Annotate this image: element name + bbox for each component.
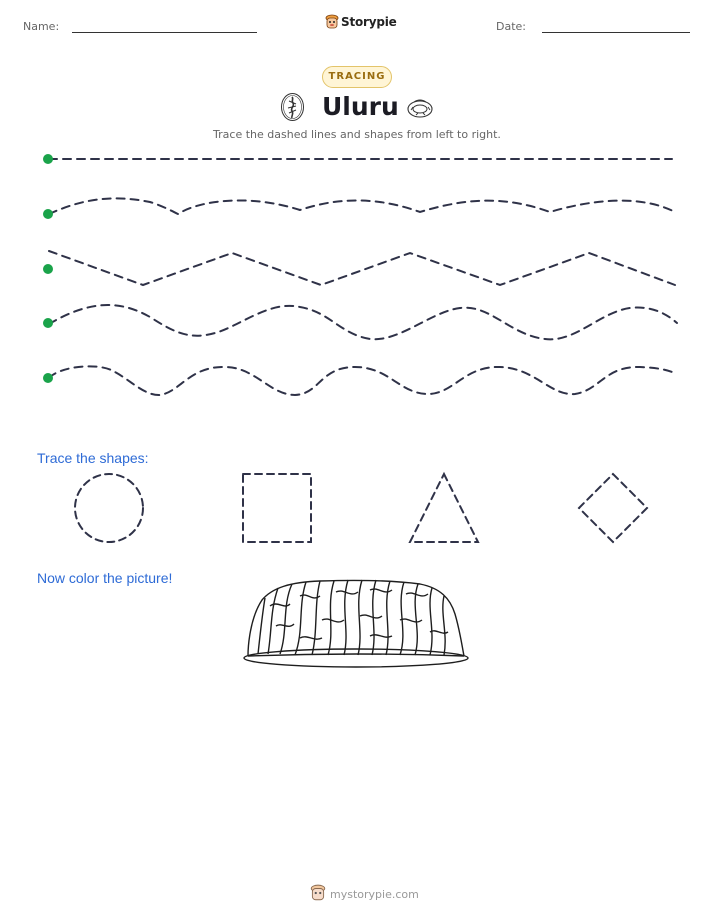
color-heading: Now color the picture! — [37, 570, 173, 586]
uluru-coloring-illustration — [240, 576, 472, 672]
tracing-badge: TRACING — [322, 66, 392, 88]
trace-circle — [75, 474, 143, 542]
brand-name: Storypie — [341, 15, 397, 29]
footer-url[interactable]: mystorypie.com — [330, 888, 419, 901]
shapes-heading: Trace the shapes: — [37, 450, 149, 466]
date-label: Date: — [496, 20, 526, 33]
trace-diamond — [579, 474, 647, 542]
footer-brand[interactable] — [310, 884, 419, 904]
name-label: Name: — [23, 20, 60, 33]
pie-mascot-icon — [310, 884, 326, 902]
trace-triangle — [410, 474, 478, 542]
worksheet-title: Uluru — [322, 92, 399, 121]
instructions: Trace the dashed lines and shapes from left to right. — [213, 128, 501, 141]
trace-square — [243, 474, 311, 542]
